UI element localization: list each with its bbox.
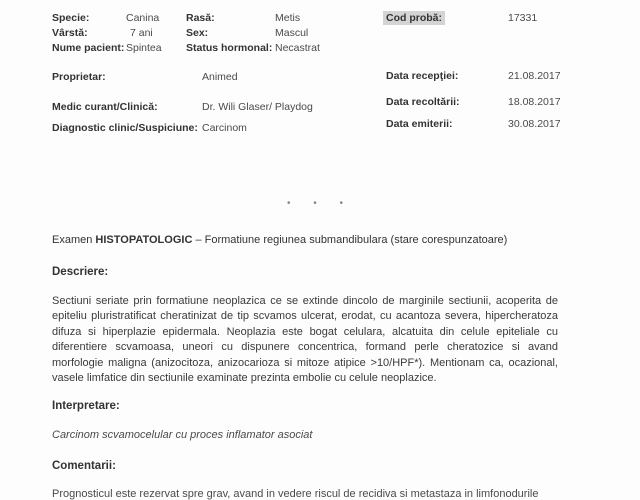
medic-label: Medic curant/Clinică: [52,101,158,113]
interpretare-text: Carcinom scvamocelular cu proces inflamator asociat [52,429,313,441]
cod-proba-value: 17331 [508,12,538,24]
data-emiterii-label: Data emiterii: [386,118,453,130]
descriere-heading: Descriere: [52,266,109,278]
sex-value: Mascul [275,27,309,39]
nume-pacient-value: Spintea [126,42,162,54]
varsta-label: Vârstă: [52,27,88,39]
section-separator: • • • [286,198,354,209]
status-hormonal-value: Necastrat [275,42,320,54]
varsta-value: 7 ani [130,27,153,39]
comentarii-text: Prognosticul este rezervat spre grav, avand in vedere riscul de recidiva si metastaza in limfonodurile [52,488,539,500]
medic-value: Dr. Wili Glaser/ Playdog [202,101,313,113]
exam-prefix: Examen [52,234,96,246]
exam-subject: – Formatiune regiunea submandibulara (stare corespunzatoare) [192,234,508,246]
data-emiterii-value: 30.08.2017 [508,118,561,130]
data-receptiei-label: Data recepţiei: [386,70,459,82]
diagnostic-value: Carcinom [202,122,247,134]
status-hormonal-label: Status hormonal: [186,42,273,54]
diagnostic-label: Diagnostic clinic/Suspiciune: [52,122,198,134]
proprietar-value: Animed [202,71,238,83]
rasa-label: Rasă: [186,12,215,24]
interpretare-heading: Interpretare: [52,400,120,412]
exam-type: HISTOPATOLOGIC [95,234,193,246]
data-recoltarii-value: 18.08.2017 [508,96,561,108]
exam-title [52,234,507,246]
proprietar-label: Proprietar: [52,71,106,83]
data-receptiei-value: 21.08.2017 [508,70,561,82]
specie-label: Specie: [52,12,90,24]
nume-pacient-label: Nume pacient: [52,42,125,54]
data-recoltarii-label: Data recoltării: [386,96,460,108]
descriere-text: Sectiuni seriate prin formatiune neoplazica ce se extinde dincolo de marginile sectiunii, acoperita de epiteliu pluristratificat cheratinizat de tip scvamos ulcerat, erodat, cu acantoza severa, hipercheratoza difuza si hiperplazie epidermala. Neoplazia este bogat celulara, alcatuita din celule epiteliale cu diferentiere scvamoasa, uneori cu dispunere concentrica, formand perle cheratozice si avand morfologie maligna (anizocitoza, anizocarioza si mitoze atipice >10/HPF*). Mentionam ca, ocazional, vasele limfatice din sectiunile examinate prezinta embolie cu celule neoplazice. [52,295,558,385]
sex-label: Sex: [186,27,209,39]
rasa-value: Metis [275,12,301,24]
cod-proba-label: Cod probă: [383,11,445,25]
specie-value: Canina [126,12,160,24]
comentarii-heading: Comentarii: [52,460,116,472]
